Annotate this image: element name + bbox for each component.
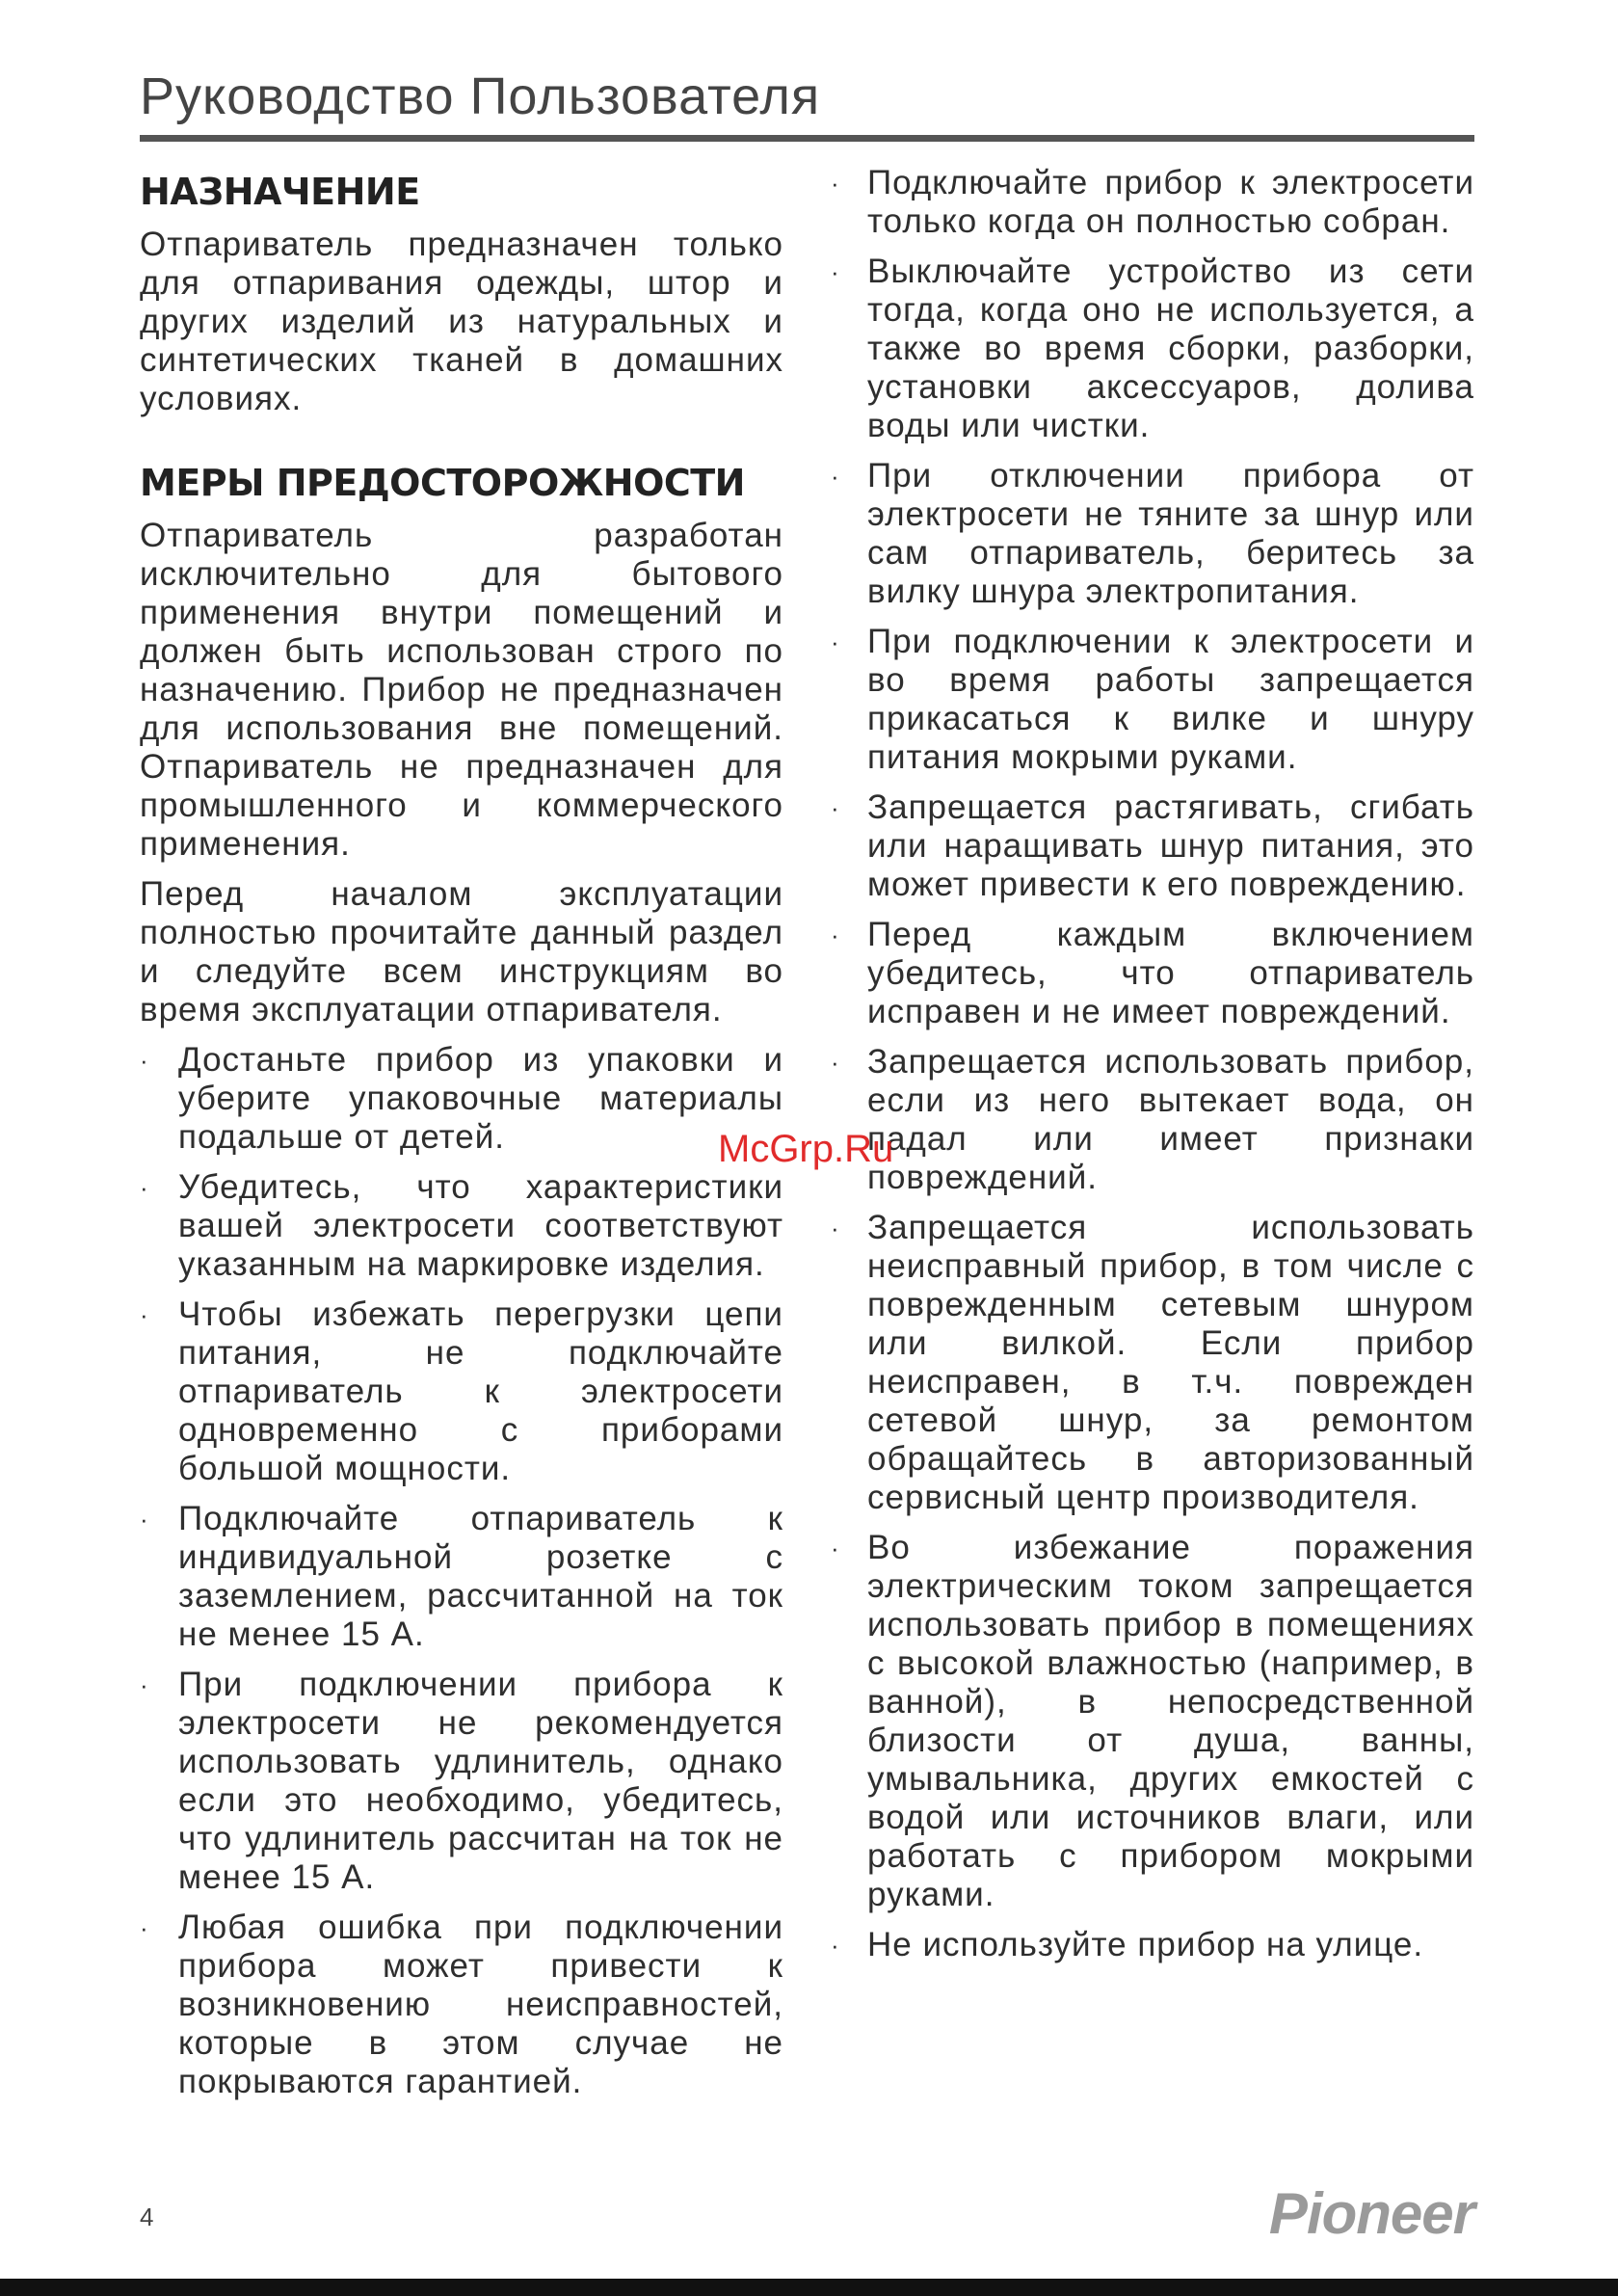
list-item-text: Любая ошибка при подключении прибора может привести к возникновению неисправностей, которые в этом случае не покрываются гарантией.: [178, 1909, 783, 2100]
list-item-text: Убедитесь, что характеристики вашей электросети соответствуют указанным на маркировке изделия.: [178, 1168, 783, 1283]
list-item-text: Не используйте прибор на улице.: [867, 1926, 1424, 1963]
list-item-text: При подключении к электросети и во время работы запрещается прикасаться к вилке и шнуру питания мокрыми руками.: [867, 623, 1474, 776]
list-item-text: Запрещается использовать прибор, если из него вытекает вода, он падал или имеет признаки повреждений.: [867, 1043, 1474, 1196]
bullet-icon: ·: [140, 1505, 149, 1534]
list-item-text: При подключении прибора к электросети не рекомендуется использовать удлинитель, однако если это необходимо, убедитесь, что удлинитель рассчитан на ток не менее 15 А.: [178, 1666, 783, 1896]
list-item-text: Чтобы избежать перегрузки цепи питания, не подключайте отпариватель к электросети одновременно с приборами большой мощности.: [178, 1295, 783, 1487]
bullet-icon: ·: [831, 169, 840, 198]
list-item: [829, 457, 1474, 611]
bullet-icon: ·: [831, 1214, 840, 1242]
list-item: [829, 1043, 1474, 1197]
list-item: [140, 1041, 783, 1157]
left-bullet-list: [140, 1041, 783, 2101]
list-item: [829, 1926, 1474, 1964]
bullet-icon: ·: [831, 921, 840, 949]
list-item-text: Перед каждым включением убедитесь, что отпариватель исправен и не имеет повреждений.: [867, 916, 1474, 1030]
left-column: [140, 164, 783, 2113]
bullet-icon: ·: [831, 462, 840, 491]
bullet-icon: ·: [831, 257, 840, 286]
bullet-icon: ·: [140, 1046, 149, 1075]
list-item: [829, 164, 1474, 241]
page-title: Руководство Пользователя: [140, 67, 821, 125]
list-item: [140, 1295, 783, 1488]
list-item-text: Запрещается использовать неисправный прибор, в том числе с поврежденным сетевым шнуром или вилкой. Если прибор неисправен, в т.ч. поврежден сетевой шнур, за ремонтом обращайтесь в авторизованный сервисный центр производителя.: [867, 1209, 1474, 1516]
list-item: [140, 1500, 783, 1654]
list-item-text: Во избежание поражения электрическим током запрещается использовать прибор в помещениях с высокой влажностью (например, в ванной), в непосредственной близости от душа, ванны, умывальника, других емкостей с водой или источников влаги, или работать с прибором мокрыми руками.: [867, 1529, 1474, 1913]
bullet-icon: ·: [140, 1173, 149, 1202]
list-item-text: Достаньте прибор из упаковки и уберите упаковочные материалы подальше от детей.: [178, 1041, 783, 1156]
page-number: 4: [140, 2203, 154, 2231]
bullet-icon: ·: [831, 1534, 840, 1562]
header-divider: [140, 135, 1474, 142]
watermark-link[interactable]: McGrp.Ru: [718, 1128, 894, 1170]
list-item-text: Выключайте устройство из сети тогда, когда оно не используется, а также во время сборки, разборки, установки аксессуаров, долива воды или чистки.: [867, 253, 1474, 444]
right-bullet-list: [829, 164, 1474, 1964]
list-item: [829, 623, 1474, 777]
precautions-paragraph: Перед началом эксплуатации полностью прочитайте данный раздел и следуйте всем инструкциям во время эксплуатации отпаривателя.: [140, 875, 783, 1028]
purpose-text: Отпариватель предназначен только для отпаривания одежды, штор и других изделий из натуральных и синтетических тканей в домашних условиях.: [140, 226, 783, 417]
list-item: [140, 1168, 783, 1284]
list-item-text: Подключайте прибор к электросети только когда он полностью собран.: [867, 164, 1474, 240]
list-item-text: Запрещается растягивать, сгибать или наращивать шнур питания, это может привести к его повреждению.: [867, 788, 1474, 903]
bullet-icon: ·: [140, 1670, 149, 1699]
brand-logo: Pioneer: [1268, 2181, 1474, 2246]
bullet-icon: ·: [140, 1913, 149, 1942]
list-item: [829, 788, 1474, 904]
list-item-text: Подключайте отпариватель к индивидуальной розетке с заземлением, рассчитанной на ток не менее 15 А.: [178, 1500, 783, 1653]
purpose-heading: НАЗНАЧЕНИЕ: [140, 171, 420, 213]
list-item: [829, 253, 1474, 445]
bullet-icon: ·: [831, 793, 840, 822]
bullet-icon: ·: [140, 1300, 149, 1329]
list-item: [829, 1209, 1474, 1517]
precautions-heading: МЕРЫ ПРЕДОСТОРОЖНОСТИ: [140, 462, 745, 504]
list-item: [140, 1909, 783, 2101]
bottom-edge-bar: [0, 2279, 1618, 2296]
precautions-paragraph: Отпариватель разработан исключительно для бытового применения внутри помещений и должен быть использован строго по назначению. Прибор не предназначен для использования вне помещений. Отпариватель не предназначен для промышленного и коммерческого применения.: [140, 517, 783, 863]
list-item: [140, 1666, 783, 1897]
list-item: [829, 916, 1474, 1031]
list-item-text: При отключении прибора от электросети не тяните за шнур или сам отпариватель, беритесь за вилку шнура электропитания.: [867, 457, 1474, 610]
bullet-icon: ·: [831, 627, 840, 656]
bullet-icon: ·: [831, 1931, 840, 1960]
right-column: [829, 164, 1474, 1976]
bullet-icon: ·: [831, 1048, 840, 1077]
list-item: [829, 1529, 1474, 1914]
